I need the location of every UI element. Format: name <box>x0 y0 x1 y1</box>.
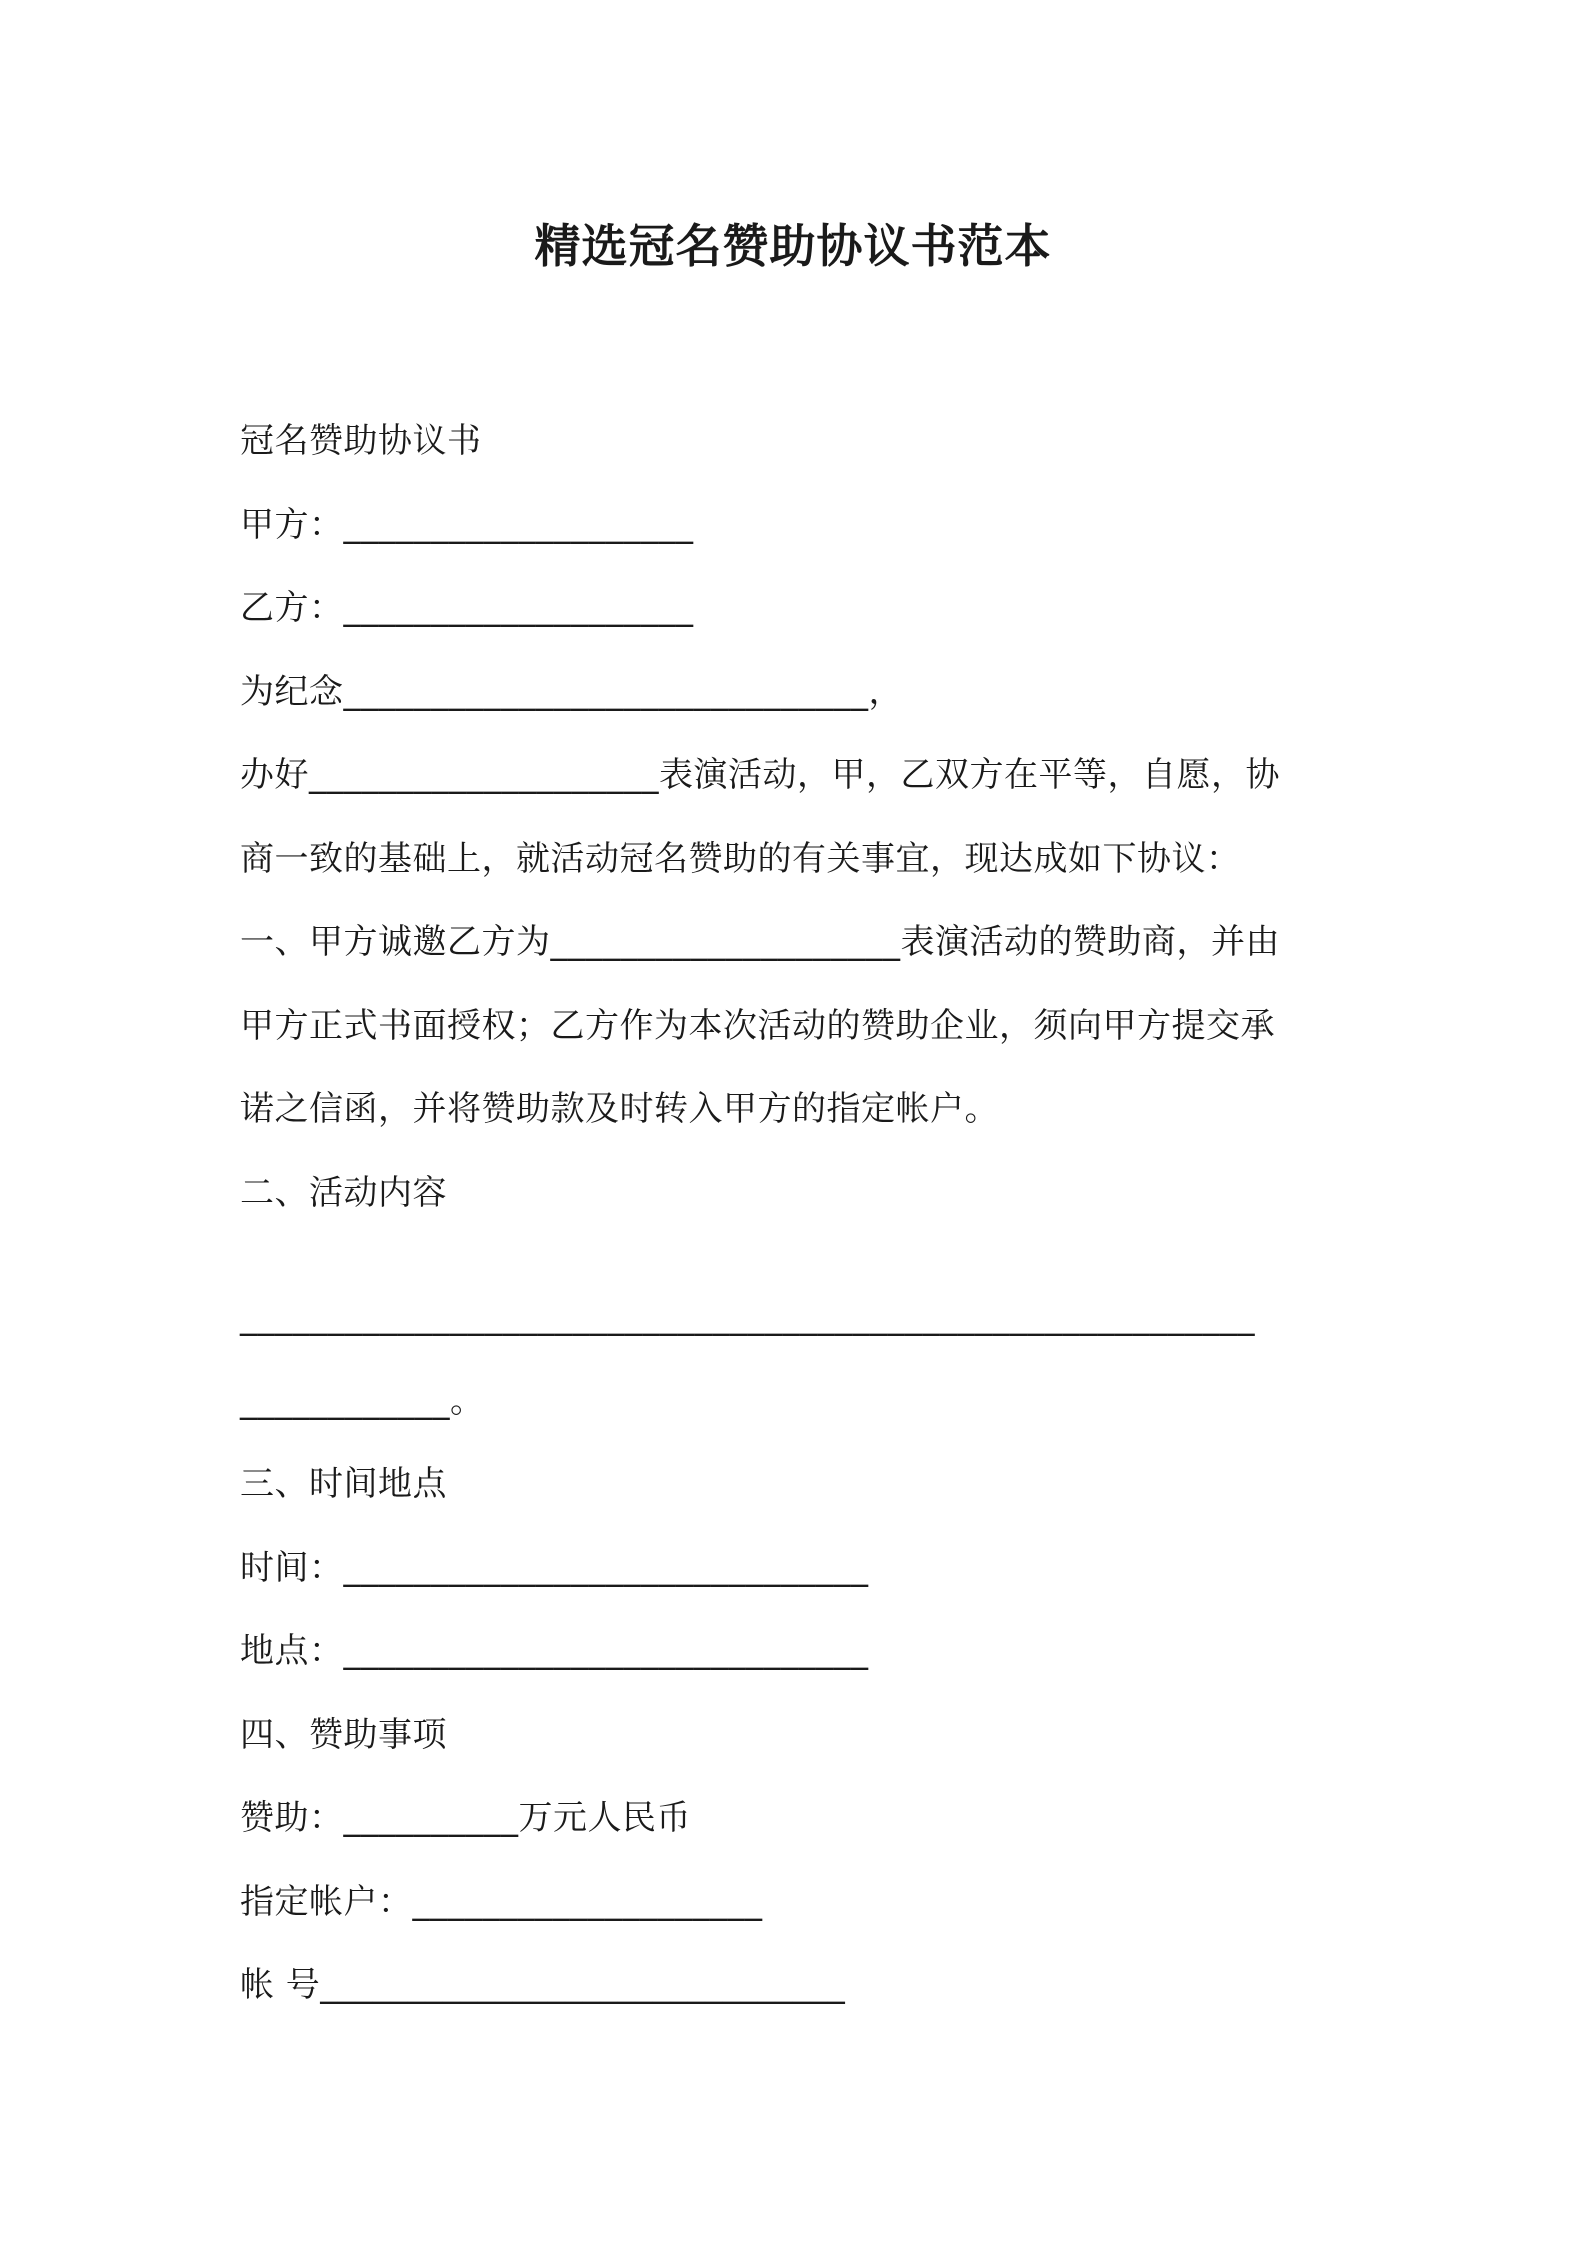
document-title: 精选冠名赞助协议书范本 <box>534 219 1052 273</box>
account-number-line: 帐 号______________________________ <box>240 1965 846 2005</box>
activity-content-blank-2: ____________。 <box>240 1380 485 1421</box>
preamble-line-1: 办好____________________表演活动，甲，乙双方在平等，自愿，协 <box>240 755 1280 795</box>
designated-account-line: 指定帐户：____________________ <box>240 1881 763 1922</box>
sponsorship-amount-line: 赞助：__________万元人民币 <box>240 1798 691 1838</box>
clause-1-line-2: 甲方正式书面授权；乙方作为本次活动的赞助企业，须向甲方提交承 <box>240 1005 1275 1046</box>
activity-content-blank-1: __________________________________________________________ <box>240 1297 1255 1337</box>
section-3-heading: 三、时间地点 <box>240 1464 447 1504</box>
spacer <box>240 1235 1360 1276</box>
document-body <box>240 400 1360 2028</box>
clause-1-line-1: 一、甲方诚邀乙方为____________________表演活动的赞助商，并由 <box>240 922 1280 962</box>
location-line: 地点：______________________________ <box>240 1631 869 1671</box>
agreement-heading: 冠名赞助协议书 <box>240 421 482 461</box>
time-line: 时间：______________________________ <box>240 1547 869 1588</box>
section-4-heading: 四、赞助事项 <box>240 1714 447 1755</box>
section-2-heading: 二、活动内容 <box>240 1172 447 1213</box>
party-a-line: 甲方：____________________ <box>240 504 694 545</box>
preamble-line-2: 商一致的基础上，就活动冠名赞助的有关事宜，现达成如下协议： <box>240 838 1241 879</box>
party-b-line: 乙方：____________________ <box>240 588 694 628</box>
clause-1-line-3: 诺之信函，并将赞助款及时转入甲方的指定帐户。 <box>240 1089 999 1129</box>
commemoration-line: 为纪念______________________________， <box>240 671 903 712</box>
